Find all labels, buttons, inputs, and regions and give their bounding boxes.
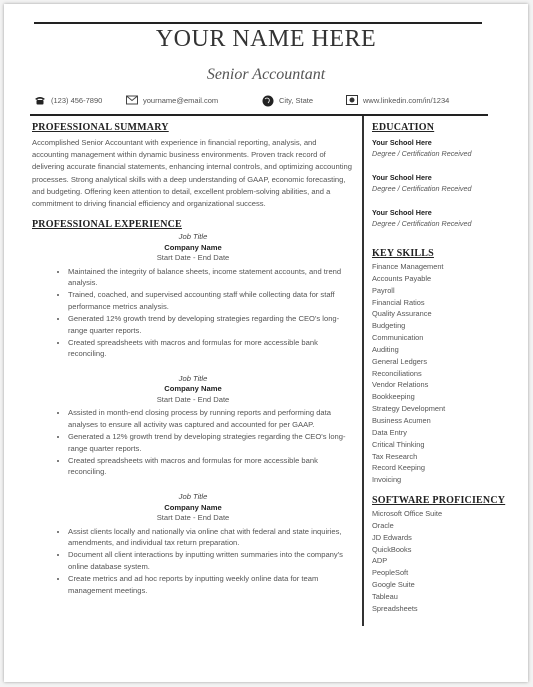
bullet: • Maintained the integrity of balance sheets, income statement accounts, and trend analysis.	[68, 266, 354, 289]
phone-icon	[34, 95, 46, 105]
bullet: • Trained, coached, and supervised accounting staff while collecting data for staff performance metrics analysis.	[68, 289, 354, 312]
education-list	[372, 137, 524, 229]
bullet: • Generated 12% growth trend by developing strategies regarding the CEO's long-range quarter reports.	[68, 313, 354, 336]
education-item	[372, 207, 524, 229]
candidate-title: Senior Accountant	[206, 66, 326, 83]
skill-item: Payroll	[372, 285, 395, 295]
software-list	[372, 508, 524, 615]
summary-text: Accomplished Senior Accountant with experience in financial reporting, analysis, and accounting management within dynamic business environments. Proven track record of delivering accurate financial statements, enhancing internal controls, and optimizing accounting processes. Strong analytical skills with a deep understanding of GAAP, economic forecasting, and budgeting. Offering keen attention to detail, excellent problem-solving abilities, and a commitment to driving financial efficiency and organizational success.	[32, 138, 352, 209]
summary-heading: PROFESSIONAL SUMMARY	[32, 122, 169, 133]
degree: Degree / Certification Received	[372, 149, 472, 158]
job-dates: Start Date - End Date	[156, 513, 230, 523]
bullet: • Create metrics and ad hoc reports by inputting weekly online data for team management meetings.	[68, 573, 354, 596]
skill-item: Accounts Payable	[372, 273, 432, 283]
skill-item: Budgeting	[372, 321, 406, 331]
software-item: Oracle	[372, 520, 394, 530]
location-icon	[262, 95, 274, 105]
contact-bar	[30, 95, 488, 109]
skill-item: Finance Management	[372, 262, 444, 271]
software-item: ADP	[372, 556, 388, 566]
skill-item: Critical Thinking	[372, 439, 425, 449]
skill-item: Quality Assurance	[372, 309, 432, 319]
contact-linkedin	[346, 95, 449, 105]
experience-heading: PROFESSIONAL EXPERIENCE	[32, 219, 182, 231]
school-name: Your School Here	[372, 173, 432, 182]
company-name: Company Name	[164, 502, 222, 512]
software-item: Google Suite	[372, 580, 415, 590]
skill-item: General Ledgers	[372, 356, 428, 366]
job-bullets	[32, 526, 354, 597]
software-item: Microsoft Office Suite	[372, 509, 443, 519]
skill-item: Vendor Relations	[372, 380, 429, 390]
skill-item: Communication	[372, 333, 424, 343]
skill-item: Reconciliations	[372, 368, 422, 378]
company-name: Company Name	[164, 384, 222, 394]
skill-item: Financial Ratios	[372, 297, 425, 307]
job-entry	[32, 232, 354, 264]
skills-heading: KEY SKILLS	[372, 248, 434, 259]
job-dates: Start Date - End Date	[156, 253, 230, 263]
software-item: Tableau	[372, 591, 398, 601]
location-text: City, State	[279, 95, 314, 105]
left-column	[32, 122, 354, 597]
skill-item: Tax Research	[372, 451, 418, 461]
skill-item: Data Entry	[372, 427, 407, 437]
contact-phone	[34, 95, 102, 105]
skills-list	[372, 261, 524, 486]
job-bullets	[32, 266, 354, 360]
linkedin-icon	[346, 95, 358, 105]
company-name: Company Name	[164, 242, 222, 252]
software-item: Spreadsheets	[372, 603, 418, 613]
software-heading: SOFTWARE PROFICIENCY	[372, 495, 506, 507]
education-heading: EDUCATION	[372, 122, 435, 133]
bullet: • Document all client interactions by inputting written summaries into the company's online database system.	[68, 549, 354, 572]
skill-item: Business Acumen	[372, 415, 431, 425]
bullet: • Assisted in month-end closing process by running reports and performing data analyses to ensure all activity was captured and accounted for per GAAP.	[68, 407, 354, 430]
header-divider	[30, 114, 488, 116]
job-dates: Start Date - End Date	[156, 394, 230, 404]
skill-item: Strategy Development	[372, 404, 446, 414]
job-title: Job Title	[178, 232, 208, 242]
resume-page	[4, 4, 528, 682]
linkedin-text: www.linkedin.com/in/1234	[363, 95, 450, 105]
skill-item: Record Keeping	[372, 463, 426, 473]
education-item	[372, 137, 524, 159]
degree: Degree / Certification Received	[372, 219, 472, 228]
candidate-name: YOUR NAME HERE	[155, 26, 377, 52]
top-divider	[34, 22, 482, 24]
job-bullets	[32, 407, 354, 478]
email-text: yourname@email.com	[143, 95, 219, 105]
column-divider	[362, 116, 364, 626]
job-entry	[32, 374, 354, 406]
job-title: Job Title	[178, 373, 208, 383]
bullet: • Created spreadsheets with macros and formulas for more accessible bank reconciling.	[68, 455, 354, 478]
bullet: • Created spreadsheets with macros and formulas for more accessible bank reconciling.	[68, 337, 354, 360]
software-item: PeopleSoft	[372, 568, 409, 578]
job-entry	[32, 492, 354, 524]
bullet: • Generated a 12% growth trend by developing strategies regarding the CEO's long-range quarter reports.	[68, 431, 354, 454]
software-item: JD Edwards	[372, 532, 412, 542]
right-column	[372, 122, 524, 615]
skill-item: Auditing	[372, 344, 399, 354]
software-item: QuickBooks	[372, 544, 412, 554]
email-icon	[126, 95, 138, 105]
contact-location	[262, 95, 313, 105]
job-title: Job Title	[178, 492, 208, 502]
school-name: Your School Here	[372, 208, 432, 217]
degree: Degree / Certification Received	[372, 184, 472, 193]
phone-text: (123) 456-7890	[51, 95, 103, 105]
education-item	[372, 172, 524, 194]
school-name: Your School Here	[372, 138, 432, 147]
skill-item: Bookkeeping	[372, 392, 415, 402]
contact-email	[126, 95, 218, 105]
skill-item: Invoicing	[372, 475, 402, 485]
bullet: • Assist clients locally and nationally via online chat with federal and state inquiries, amendments, and individual tax return preparation.	[68, 526, 354, 549]
